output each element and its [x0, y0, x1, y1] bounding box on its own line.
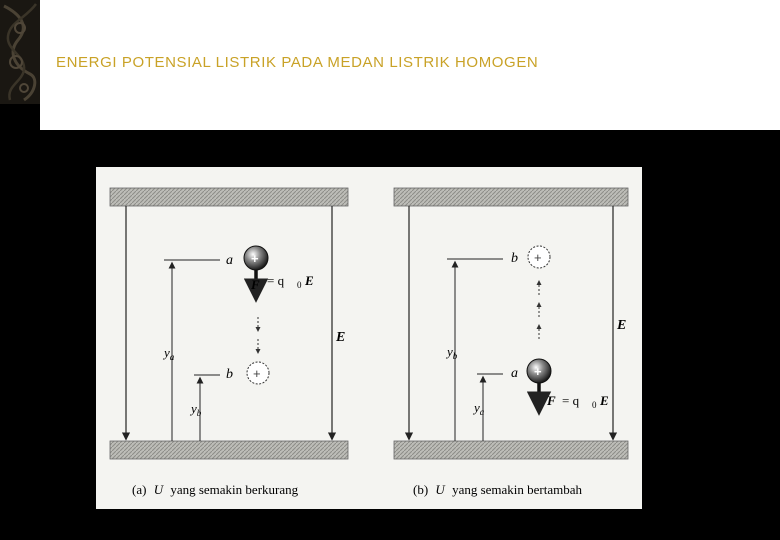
- svg-text:= q: = q: [267, 273, 285, 288]
- caption-b: (b) U yang semakin bertambah: [413, 482, 583, 497]
- svg-text:E: E: [305, 273, 314, 288]
- svg-text:E: E: [600, 393, 609, 408]
- force-label: [250, 273, 314, 292]
- bottom-plate: [110, 441, 348, 459]
- damask-ornament-icon: [0, 0, 40, 104]
- slide-title: ENERGI POTENSIAL LISTRIK PADA MEDAN LISTRIK HOMOGEN: [56, 54, 539, 71]
- svg-text:F: F: [547, 393, 556, 408]
- height-a-label: $y_a$: [474, 400, 485, 417]
- top-plate: [394, 188, 628, 206]
- point-b-label: b: [226, 367, 233, 382]
- height-b-label: $y_b$: [191, 401, 202, 418]
- position-b-sign: +: [253, 366, 261, 381]
- position-b-sign: +: [534, 250, 542, 265]
- charge-a-sign: +: [534, 364, 542, 379]
- electric-potential-figure: [96, 167, 642, 509]
- point-a-label: a: [511, 366, 518, 381]
- height-b-label: $y_b$: [447, 344, 458, 361]
- force-label: [546, 393, 609, 410]
- field-label: E: [617, 318, 627, 333]
- panel-b: [394, 188, 628, 497]
- svg-text:= q: = q: [562, 393, 580, 408]
- svg-text:0: 0: [297, 280, 302, 290]
- height-a-label: $y_a$: [164, 345, 175, 362]
- field-label: E: [336, 330, 346, 345]
- point-a-label: a: [226, 253, 233, 268]
- caption-a: (a) U yang semakin berkurang: [132, 482, 299, 497]
- bottom-plate: [394, 441, 628, 459]
- charge-a-sign: +: [251, 251, 259, 266]
- point-b-label: b: [511, 251, 518, 266]
- panel-a: [110, 188, 348, 497]
- svg-text:0: 0: [592, 400, 597, 410]
- svg-text:F: F: [251, 277, 260, 292]
- top-plate: [110, 188, 348, 206]
